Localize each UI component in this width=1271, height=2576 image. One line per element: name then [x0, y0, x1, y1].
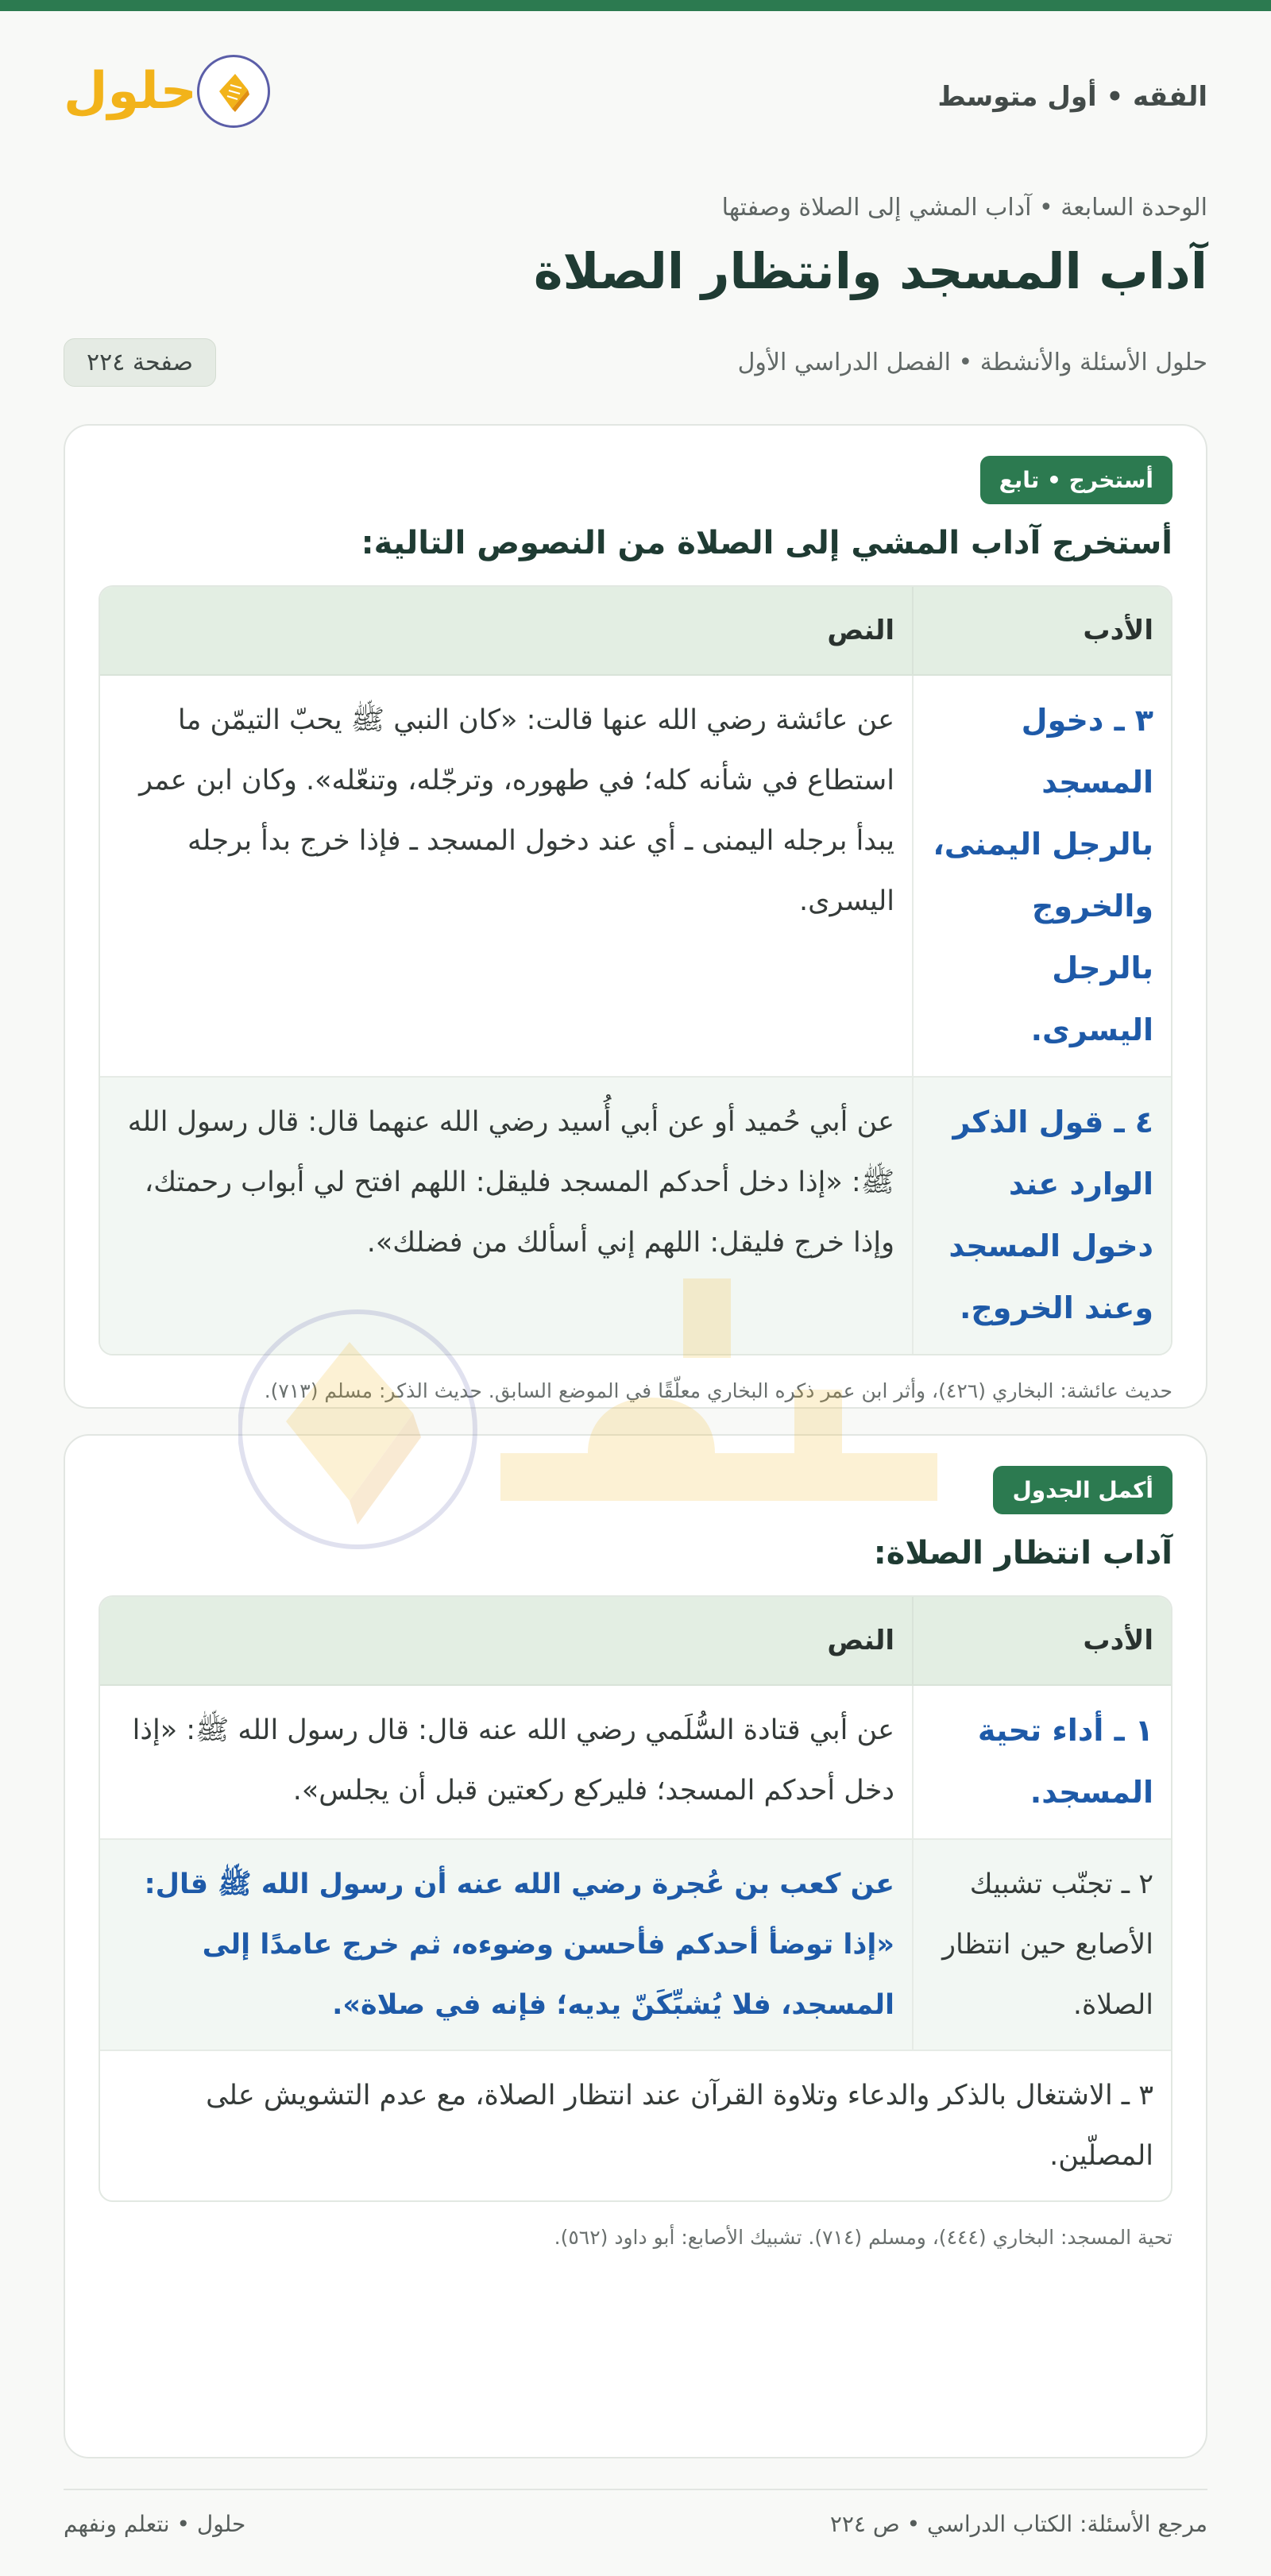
source-note: حديث عائشة: البخاري (٤٢٦)، وأثر ابن عمر ذكره البخاري معلّقًا في الموضع السابق. حديث الذكر: مسلم (٧١٣).: [264, 1379, 1172, 1402]
footer-brand[interactable]: حلول • نتعلم ونفهم: [64, 2511, 246, 2537]
adab-cell: ٢ ـ تجنّب تشبيك الأصابع حين انتظار الصلاة.: [912, 1838, 1171, 2050]
page-footer: [64, 2489, 1207, 2537]
source-note: تحية المسجد: البخاري (٤٤٤)، ومسلم (٧١٤). تشبيك الأصابع: أبو داود (٥٦٢).: [554, 2226, 1172, 2249]
adab-answer: ١ ـ أداء تحية المسجد.: [977, 1713, 1153, 1810]
column-header-text: النص: [100, 587, 912, 676]
hadith-answer: عن كعب بن عُجرة رضي الله عنه أن رسول الله ﷺ قال: «إذا توضأ أحدكم فأحسن وضوءه، ثم خرج عامدًا إلى المسجد، فلا يُشبِّكَنّ يديه؛ فإنه في صلاة».: [144, 1868, 894, 2021]
top-accent-bar: [0, 0, 1271, 11]
footer-reference: مرجع الأسئلة: الكتاب الدراسي • ص ٢٢٤: [829, 2511, 1207, 2537]
column-header-text: النص: [100, 1597, 912, 1686]
card-heading: أستخرج آداب المشي إلى الصلاة من النصوص التالية:: [361, 525, 1172, 561]
table-row: [100, 1686, 1171, 1838]
table-row: [100, 676, 1171, 1076]
table-row: [100, 1076, 1171, 1354]
adab-cell: [912, 1076, 1171, 1354]
activity-tag: أكمل الجدول: [993, 1466, 1172, 1514]
complete-table-card: [64, 1434, 1207, 2458]
page-number-badge: صفحة ٢٢٤: [64, 338, 216, 387]
meta-row: [64, 334, 1207, 391]
adab-answer: ٤ ـ قول الذكر الوارد عند دخول المسجد وعند الخروج.: [948, 1105, 1153, 1325]
text-cell: عن عائشة رضي الله عنها قالت: «كان النبي ﷺ يحبّ التيمّن ما استطاع في شأنه كله؛ في طهوره، وترجّله، وتنعّله». وكان ابن عمر يبدأ برجله اليمنى ـ أي عند دخول المسجد ـ فإذا خرج بدأ برجله اليسرى.: [139, 704, 894, 917]
text-cell: عن أبي قتادة السُّلَمي رضي الله عنه قال: قال رسول الله ﷺ: «إذا دخل أحدكم المسجد؛ فليركع ركعتين قبل أن يجلس».: [132, 1714, 894, 1807]
activity-tag: أستخرج • تابع: [980, 456, 1172, 504]
extract-card: [64, 424, 1207, 1409]
adab-cell: [912, 676, 1171, 1076]
waiting-adab-table: [99, 1595, 1172, 2202]
section-subtitle: حلول الأسئلة والأنشطة • الفصل الدراسي الأول: [737, 348, 1207, 376]
table-header-row: [100, 587, 1171, 676]
column-header-adab: الأدب: [912, 1597, 1171, 1686]
page-header: [64, 11, 1207, 194]
breadcrumb[interactable]: الوحدة السابعة • آداب المشي إلى الصلاة وصفتها: [721, 194, 1207, 222]
text-cell: عن أبي حُميد أو عن أبي أُسيد رضي الله عنهما قال: قال رسول الله ﷺ: «إذا دخل أحدكم المسجد فليقل: اللهم افتح لي أبواب رحمتك، وإذا خرج فليقل: اللهم إني أسألك من فضلك».: [100, 1076, 912, 1354]
column-header-adab: الأدب: [912, 587, 1171, 676]
table-header-row: [100, 1597, 1171, 1686]
table-row: [100, 2050, 1171, 2200]
page-content: [64, 11, 1207, 2458]
page-title: آداب المسجد وانتظار الصلاة: [533, 242, 1207, 300]
card-heading: آداب انتظار الصلاة:: [873, 1535, 1172, 1571]
adab-answer: ٣ ـ دخول المسجد بالرجل اليمنى، والخروج بالرجل اليسرى.: [933, 703, 1153, 1047]
text-cell: [100, 1838, 912, 2050]
adab-cell: [912, 1686, 1171, 1838]
full-width-cell: ٣ ـ الاشتغال بالذكر والدعاء وتلاوة القرآن عند انتظار الصلاة، مع عدم التشويش على المصلّين.: [100, 2050, 1171, 2200]
table-row: [100, 1838, 1171, 2050]
site-logo[interactable]: [64, 55, 278, 128]
logo-wordmark: حلول: [64, 62, 197, 121]
book-icon: [197, 55, 270, 128]
subject-label: الفقه • أول متوسط: [937, 81, 1207, 113]
adab-table: [99, 585, 1172, 1355]
